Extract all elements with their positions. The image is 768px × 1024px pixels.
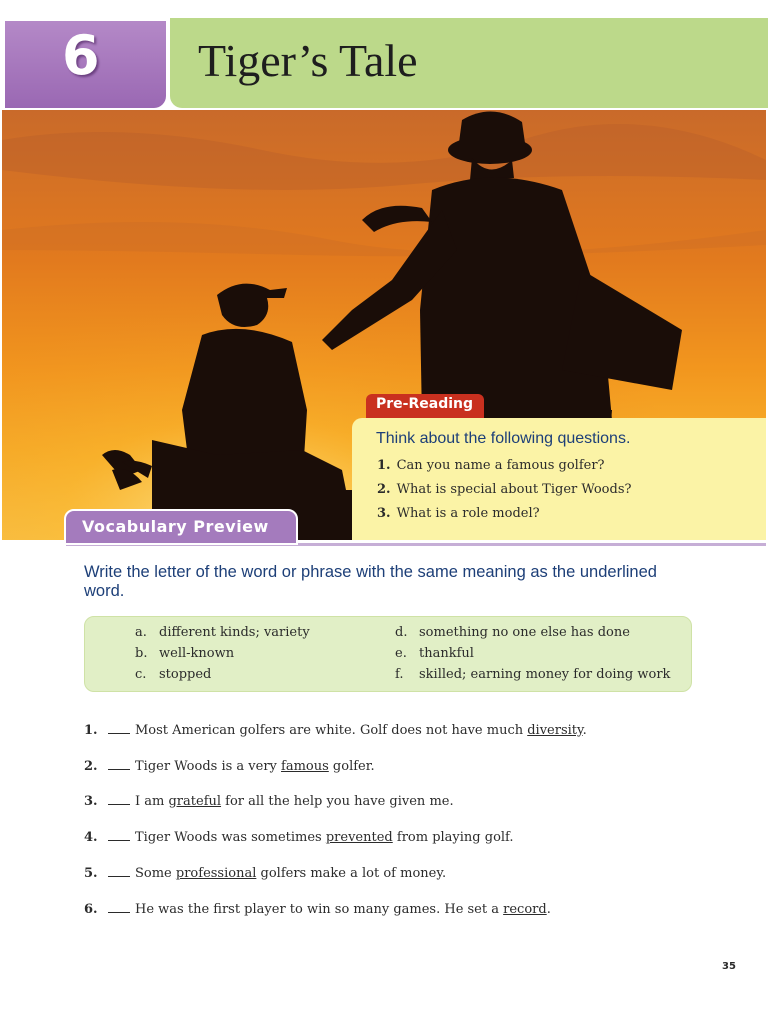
choice-c: c. stopped (135, 667, 212, 682)
chapter-title: Tiger’s Tale (198, 35, 418, 86)
underlined-word: diversity (527, 723, 583, 738)
prereading-question: 2. What is special about Tiger Woods? (377, 482, 632, 497)
answer-choices-box (84, 616, 692, 692)
prereading-tab: Pre-Reading (366, 394, 484, 418)
vocab-instruction: Write the letter of the word or phrase with the same meaning as the underlined word. (84, 563, 657, 600)
prereading-prompt: Think about the following questions. (376, 430, 631, 447)
prereading-question: 3. What is a role model? (377, 506, 540, 521)
underlined-word: famous (281, 759, 329, 774)
choice-e: e. thankful (395, 646, 474, 661)
answer-blank[interactable] (108, 724, 130, 734)
underlined-word: record (503, 902, 547, 917)
underlined-word: prevented (325, 830, 393, 845)
vocab-question-5: 5. Some professional golfers make a lot of money. (84, 866, 447, 881)
answer-blank[interactable] (108, 795, 130, 805)
choice-a: a. different kinds; variety (135, 625, 310, 640)
vocab-question-1: 1. Most American golfers are white. Golf does not have much diversity. (84, 723, 587, 738)
underlined-word: professional (175, 866, 257, 881)
page-number: 35 (722, 961, 736, 972)
choice-f: f. skilled; earning money for doing work (395, 667, 671, 682)
underlined-word: grateful (168, 794, 222, 809)
vocab-question-2: 2. Tiger Woods is a very famous golfer. (84, 759, 375, 774)
chapter-number: 6 (62, 24, 100, 87)
choice-d: d. something no one else has done (395, 625, 630, 640)
choice-b: b. well-known (135, 646, 235, 661)
answer-blank[interactable] (108, 831, 130, 841)
vocab-preview-tab: Vocabulary Preview (64, 509, 298, 545)
vocab-question-6: 6. He was the first player to win so many games. He set a record. (84, 902, 551, 917)
answer-blank[interactable] (108, 867, 130, 877)
vocab-question-4: 4. Tiger Woods was sometimes prevented from playing golf. (84, 830, 514, 845)
answer-blank[interactable] (108, 760, 130, 770)
answer-blank[interactable] (108, 903, 130, 913)
vocab-question-3: 3. I am grateful for all the help you have given me. (84, 794, 454, 809)
prereading-question: 1. Can you name a famous golfer? (377, 458, 605, 473)
